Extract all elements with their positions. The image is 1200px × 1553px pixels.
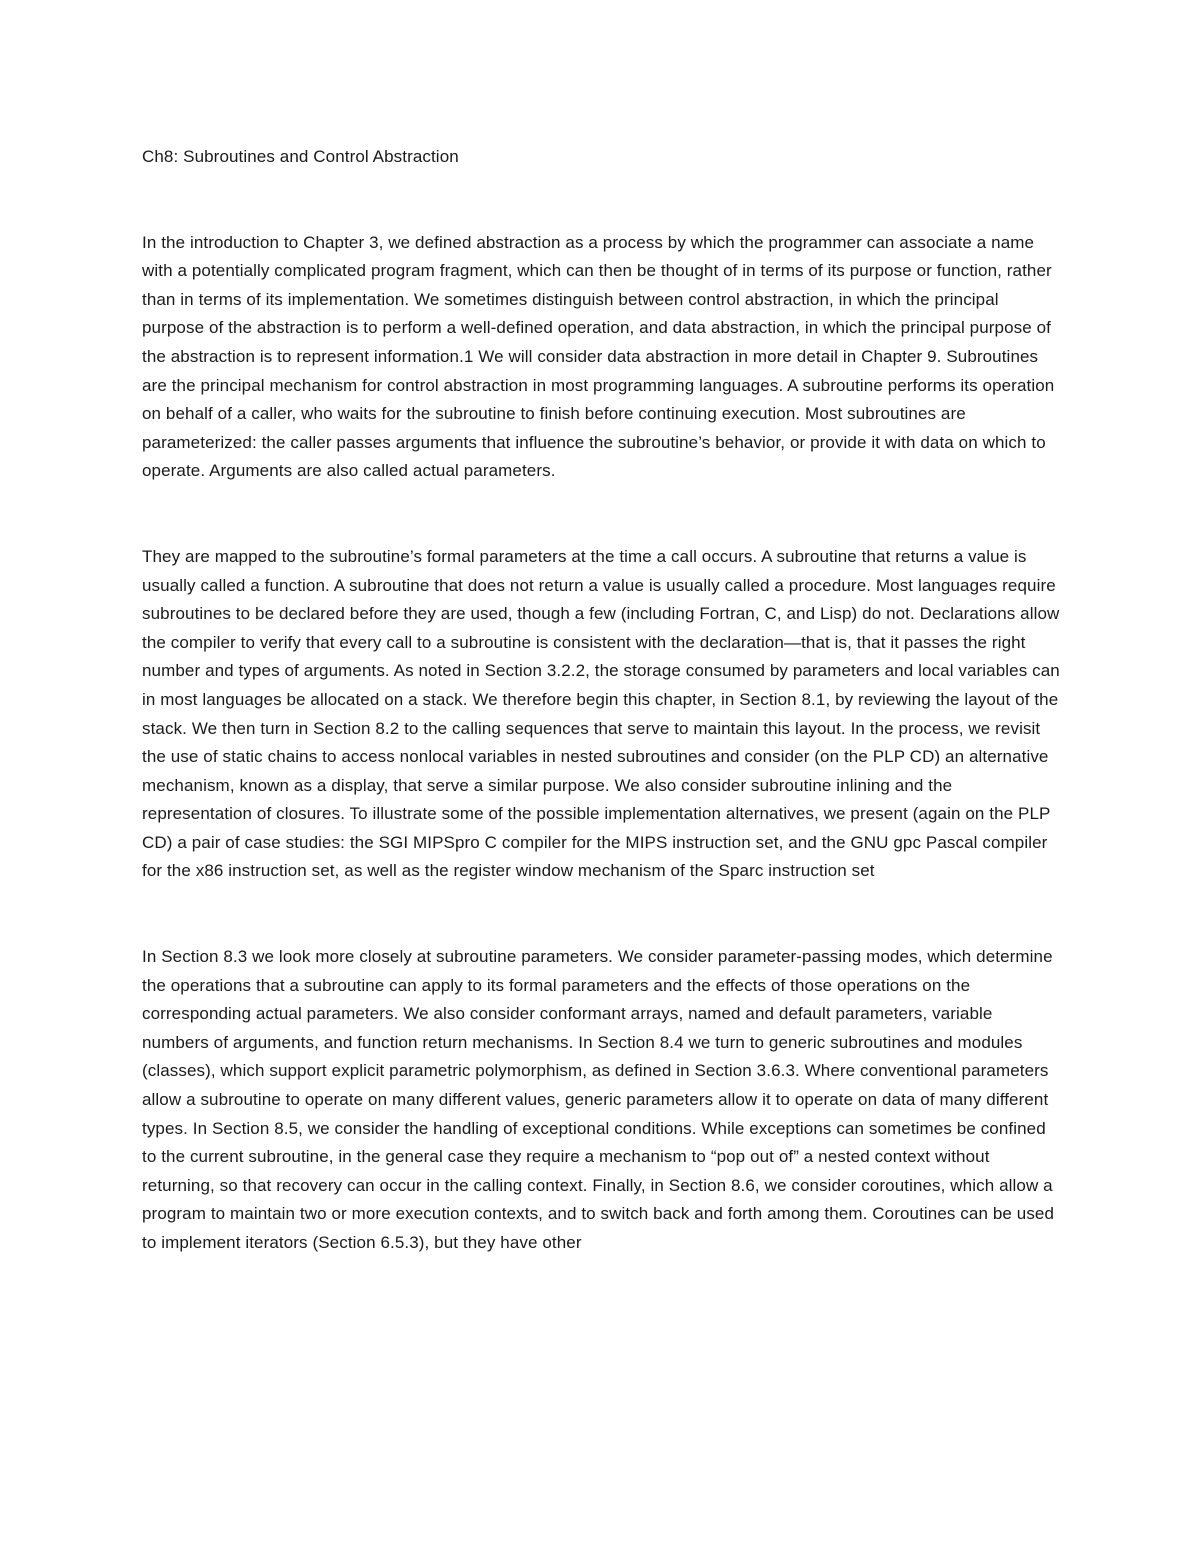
title-spacer <box>142 172 1062 229</box>
document-title: Ch8: Subroutines and Control Abstraction <box>142 147 459 166</box>
paragraph-calling-sequences: They are mapped to the subroutine’s formal parameters at the time a call occurs. A subroutine that returns a value is usually called a function. A subroutine that does not return a value is usually called a procedure. Most languages require subroutines to be declared before they are used, though a few (including Fortran, C, and Lisp) do not. Declarations allow the compiler to verify that every call to a subroutine is consistent with the declaration—that is, that it passes the right number and types of arguments. As noted in Section 3.2.2, the storage consumed by parameters and local variables can in most languages be allocated on a stack. We therefore begin this chapter, in Section 8.1, by reviewing the layout of the stack. We then turn in Section 8.2 to the calling sequences that serve to maintain this layout. In the process, we revisit the use of static chains to access nonlocal variables in nested subroutines and consider (on the PLP CD) an alternative mechanism, known as a display, that serve a similar purpose. We also consider subroutine inlining and the representation of closures. To illustrate some of the possible implementation alternatives, we present (again on the PLP CD) a pair of case studies: the SGI MIPSpro C compiler for the MIPS instruction set, and the GNU gpc Pascal compiler for the x86 instruction set, as well as the register window mechanism of the Sparc instruction set <box>142 546 1060 881</box>
document-body <box>142 143 1062 1258</box>
paragraph-introduction: In the introduction to Chapter 3, we defined abstraction as a process by which the programmer can associate a name with a potentially complicated program fragment, which can then be thought of in terms of its purpose or function, rather than in terms of its implementation. We sometimes distinguish between control abstraction, in which the principal purpose of the abstraction is to perform a well-defined operation, and data abstraction, in which the principal purpose of the abstraction is to represent information.1 We will consider data abstraction in more detail in Chapter 9. Subroutines are the principal mechanism for control abstraction in most programming languages. A subroutine performs its operation on behalf of a caller, who waits for the subroutine to finish before continuing execution. Most subroutines are parameterized: the caller passes arguments that influence the subroutine’s behavior, or provide it with data on which to operate. Arguments are also called actual parameters. <box>142 232 1055 481</box>
paragraph-spacer <box>142 886 1062 943</box>
paragraph-spacer <box>142 486 1062 543</box>
paragraph-parameters: In Section 8.3 we look more closely at subroutine parameters. We consider parameter-passing modes, which determine the operations that a subroutine can apply to its formal parameters and the effects of those operations on the corresponding actual parameters. We also consider conformant arrays, named and default parameters, variable numbers of arguments, and function return mechanisms. In Section 8.4 we turn to generic subroutines and modules (classes), which support explicit parametric polymorphism, as defined in Section 3.6.3. Where conventional parameters allow a subroutine to operate on many different values, generic parameters allow it to operate on data of many different types. In Section 8.5, we consider the handling of exceptional conditions. While exceptions can sometimes be confined to the current subroutine, in the general case they require a mechanism to “pop out of” a nested context without returning, so that recovery can occur in the calling context. Finally, in Section 8.6, we consider coroutines, which allow a program to maintain two or more execution contexts, and to switch back and forth among them. Coroutines can be used to implement iterators (Section 6.5.3), but they have other <box>142 947 1055 1252</box>
